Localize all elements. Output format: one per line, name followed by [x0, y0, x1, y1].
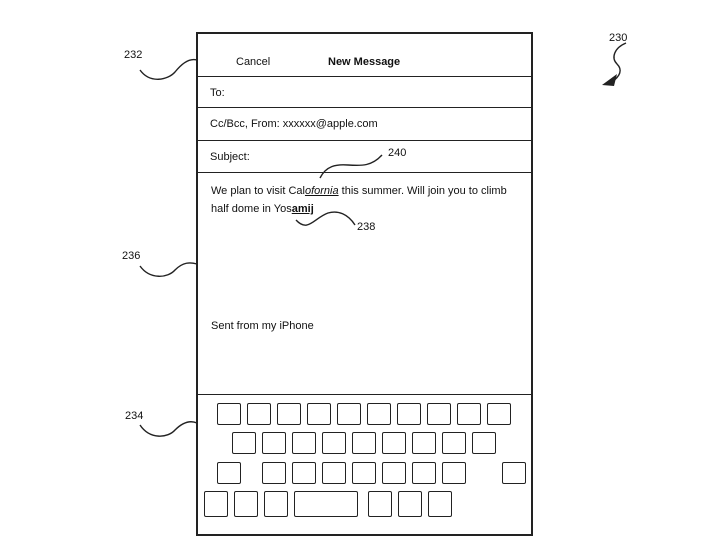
message-title: New Message: [328, 56, 401, 68]
reference-numeral-238: 238: [357, 221, 376, 233]
body-text-segment: this summer. Will join you to climb: [338, 185, 507, 197]
leader-line-236: [140, 263, 197, 276]
reference-numeral-232: 232: [124, 49, 143, 61]
reference-numeral-234: 234: [125, 410, 144, 422]
body-text-segment: We plan to visit Cal: [211, 185, 305, 197]
arrowhead-230: [602, 74, 617, 86]
cancel-button[interactable]: Cancel: [236, 56, 271, 68]
to-label: To:: [210, 87, 225, 99]
leader-line-238: [296, 212, 355, 225]
leader-line-232: [140, 60, 197, 80]
body-text-segment: half dome in Yos: [211, 203, 292, 215]
reference-numeral-230: 230: [609, 32, 628, 44]
cc-bcc-from-label: Cc/Bcc, From: xxxxxx@apple.com: [210, 118, 378, 130]
misspelled-word-yosemite[interactable]: amij: [291, 203, 314, 215]
leader-line-234: [140, 422, 197, 436]
subject-label: Subject:: [210, 151, 250, 163]
reference-numeral-240: 240: [388, 147, 407, 159]
misspelled-word-california[interactable]: ofornia: [304, 185, 339, 197]
leader-line-240: [320, 155, 382, 178]
signature: Sent from my iPhone: [211, 320, 314, 332]
reference-numeral-236: 236: [122, 250, 141, 262]
